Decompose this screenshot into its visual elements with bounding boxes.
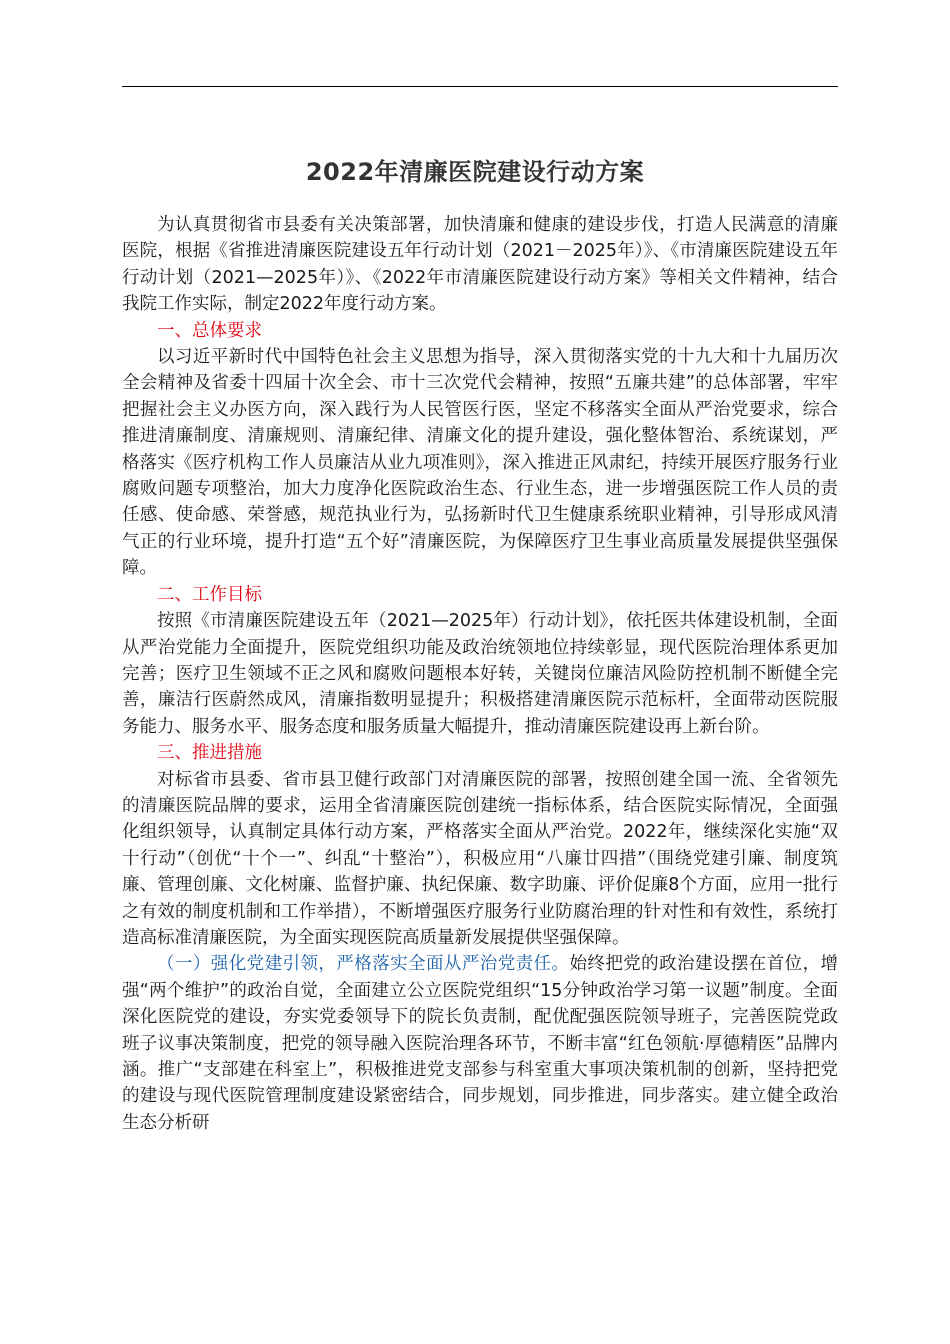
document-title: 2022年清廉医院建设行动方案 <box>305 158 645 186</box>
subsection-body: 始终把党的政治建设摆在首位，增强“两个维护”的政治自觉，全面建立公立医院党组织“15分钟政治学习第一议题”制度。全面深化医院党的建设，夯实党委领导下的院长负责制，配优配强医院领导班子，完善医院党政班子议事决策制度，把党的领导融入医院治理各环节，不断丰富“红色领航·厚德精医”品牌内涵。推广“支部建在科室上”，积极推进党支部参与科室重大事项决策机制的创新，坚持把党的建设与现代医院管理制度建设紧密结合，同步规划，同步推进，同步落实。建立健全政治生态分析研 <box>122 954 839 1133</box>
section-paragraph: 对标省市县委、省市县卫健行政部门对清廉医院的部署，按照创建全国一流、全省领先的清廉医院品牌的要求，运用全省清廉医院创建统一指标体系，结合医院实际情况，全面强化组织领导，认真制定具体行动方案，严格落实全面从严治党。2022年，继续深化实施“双十行动”（创优“十个一”、纠乱“十整治”），积极应用“八廉廿四措”（围绕党建引廉、制度筑廉、管理创廉、文化树廉、监督护廉、执纪保廉、数字助廉、评价促廉8个方面，应用一批行之有效的制度机制和工作举措），不断增强医疗服务行业防腐治理的针对性和有效性，系统打造高标准清廉医院，为全面实现医院高质量新发展提供坚强保障。 <box>122 769 838 948</box>
section-paragraph: 以习近平新时代中国特色社会主义思想为指导，深入贯彻落实党的十九大和十九届历次全会精神及省委十四届十次全会、市十三次党代会精神，按照“五廉共建”的总体部署，牢牢把握社会主义办医方向，深入践行为人民管医行医，坚定不移落实全面从严治党要求，综合推进清廉制度、清廉规则、清廉纪律、清廉文化的提升建设，强化整体智治、系统谋划，严格落实《医疗机构工作人员廉洁从业九项准则》，深入推进正风肃纪，持续开展医疗服务行业腐败问题专项整治，加大力度净化医院政治生态、行业生态，进一步增强医院工作人员的责任感、使命感、荣誉感，规范执业行为，弘扬新时代卫生健康系统职业精神，引导形成风清气正的行业环境，提升打造“五个好”清廉医院，为保障医疗卫生事业高质量发展提供坚强保障。 <box>122 347 838 579</box>
section-heading: 一、总体要求 <box>157 320 262 341</box>
section-paragraph: 按照《市清廉医院建设五年（2021—2025年）行动计划》，依托医共体建设机制，全面从严治党能力全面提升，医院党组织功能及政治统领地位持续彰显，现代医院治理体系更加完善；医疗卫生领域不正之风和腐败问题根本好转，关键岗位廉洁风险防控机制不断健全完善，廉洁行医蔚然成风，清廉指数明显提升；积极搭建清廉医院示范标杆，全面带动医院服务能力、服务水平、服务态度和服务质量大幅提升，推动清廉医院建设再上新台阶。 <box>122 611 838 737</box>
section-heading: 三、推进措施 <box>157 743 262 764</box>
document-body <box>122 212 838 1136</box>
header-rule <box>122 86 838 87</box>
section-heading: 二、工作目标 <box>157 584 262 605</box>
subsection-heading: （一）强化党建引领，严格落实全面从严治党责任。 <box>157 954 570 975</box>
intro-paragraph: 为认真贯彻省市县委有关决策部署，加快清廉和健康的建设步伐，打造人民满意的清廉医院，根据《省推进清廉医院建设五年行动计划（2021－2025年）》、《市清廉医院建设五年行动计划（2021—2025年）》、《2022年市清廉医院建设行动方案》等相关文件精神，结合我院工作实际，制定2022年度行动方案。 <box>122 215 838 315</box>
subsection-paragraph <box>122 951 838 1136</box>
